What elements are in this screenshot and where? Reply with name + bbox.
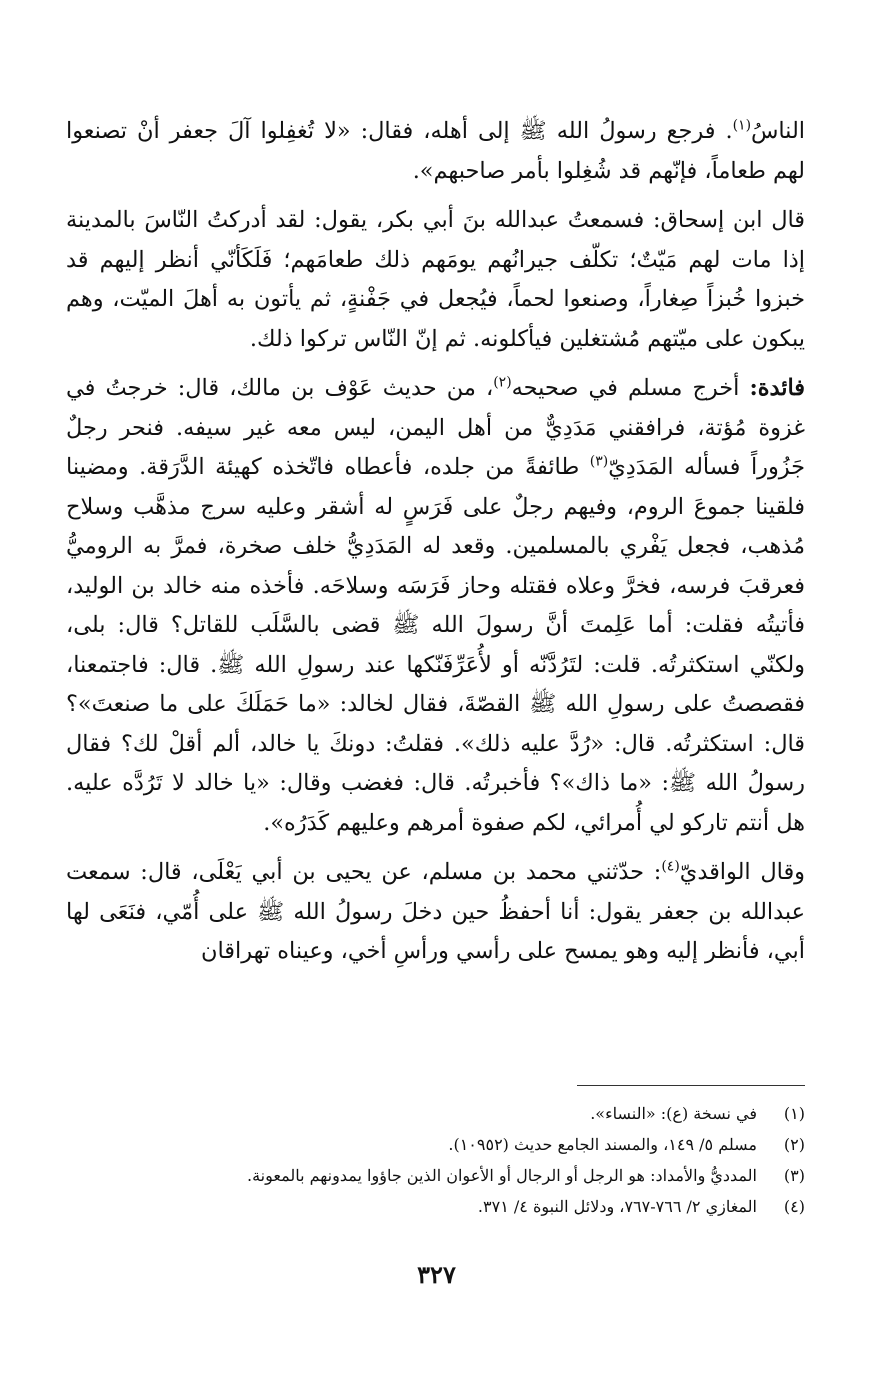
text-segment: الناسُ bbox=[751, 118, 805, 144]
footnote-ref: (٢) bbox=[493, 374, 512, 391]
footnote-ref: (١) bbox=[732, 117, 752, 134]
text-segment: أخرج مسلم في صحيحه bbox=[511, 375, 750, 401]
footnote bbox=[66, 1160, 805, 1191]
footnote-number: (٢) bbox=[783, 1135, 805, 1154]
footnote-text: مسلم ٥/ ١٤٩، والمسند الجامع حديث (١٠٩٥٢). bbox=[448, 1135, 757, 1154]
footnotes bbox=[66, 1098, 805, 1222]
footnote-text: المدديُّ والأمداد: هو الرجل أو الرجال أو الأعوان الذين جاؤوا يمدونهم بالمعونة. bbox=[247, 1166, 757, 1185]
text-segment: وقال الواقديّ bbox=[679, 859, 805, 885]
footnote-text: المغازي ٢/ ٧٦٦-٧٦٧، ودلائل النبوة ٤/ ٣٧١. bbox=[477, 1197, 757, 1216]
footnote-ref: (٣) bbox=[589, 453, 609, 470]
page-number: ٣٢٧ bbox=[417, 1260, 456, 1289]
paragraph bbox=[66, 112, 805, 191]
footnote-divider bbox=[577, 1085, 805, 1086]
paragraph bbox=[66, 369, 805, 843]
footnote-number: (٣) bbox=[783, 1166, 805, 1185]
paragraph bbox=[66, 201, 805, 359]
footnote-ref: (٤) bbox=[661, 858, 680, 875]
footnote-number: (٤) bbox=[783, 1197, 805, 1216]
footnote bbox=[66, 1098, 805, 1129]
footnote bbox=[66, 1129, 805, 1160]
footnote-number: (١) bbox=[783, 1104, 805, 1123]
footnote-text: في نسخة (ع): «النساء». bbox=[590, 1104, 757, 1123]
footnote bbox=[66, 1191, 805, 1222]
main-text bbox=[66, 112, 805, 972]
text-segment: طائفةً من جلده، فأعطاه فاتّخذه كهيئة الدَّرَقة. ومضينا فلقينا جموعَ الروم، وفيهم رجلٌ على فَرَسٍ له أشقر وعليه سرج مذهَّب وسلاح مُذهب، فجعل يَفْري بالمسلمين. وقعد له المَدَدِيُّ خلف صخرة، فمرَّ به الروميُّ فعرقبَ فرسه، فخرَّ وعلاه فقتله وحاز فَرَسَه وسلاحَه. فأخذه منه خالد بن الوليد، فأتيتُه فقلت: أما عَلِمتَ أنَّ رسولَ الله ﷺ قضى بالسَّلَب للقاتل؟ قال: بلى، ولكنّي استكثرتُه. قلت: لتَرُدَّنّه أو لأُعَرِّفَنّكها عند رسولِ الله ﷺ. قال: فاجتمعنا، فقصصتُ على رسولِ الله ﷺ القصّةَ، فقال لخالد: «ما حَمَلَكَ على ما صنعتَ»؟ قال: استكثرتُه. قال: «رُدَّ عليه ذلك». فقلتُ: دونكَ يا خالد، ألم أقلْ لك؟ فقال رسولُ الله ﷺ: «ما ذاك»؟ فأخبرتُه. قال: فغضب وقال: «يا خالد لا تَرُدَّه عليه. هل أنتم تاركو لي أُمرائي، لكم صفوة أمرهم وعليهم كَدَرُه». bbox=[66, 454, 805, 836]
paragraph-label: فائدة: bbox=[749, 375, 806, 401]
text-segment: : حدّثني محمد بن مسلم، عن يحيى بن أبي يَعْلَى، قال: سمعت عبدالله بن جعفر يقول: أنا أحفظُ حين دخلَ رسولُ الله ﷺ على أُمّي، فنَعَى لها أبي، فأنظر إليه وهو يمسح على رأسي ورأسِ أخي، وعيناه تهراقان bbox=[66, 859, 805, 964]
paragraph bbox=[66, 853, 805, 972]
text-segment: . فرجع رسولُ الله ﷺ إلى أهله، فقال: «لا تُغفِلوا آلَ جعفر أنْ تصنعوا لهم طعاماً، فإنّهم قد شُغِلوا بأمر صاحبهم». bbox=[66, 118, 805, 184]
text-segment: ، من حديث عَوْف بن مالك، قال: خرجتُ في غزوة مُؤتة، فرافقني مَدَدِيٌّ من أهل اليمن، ليس معه غير سيفه. فنحر رجلٌ جَزُوراً فسأله المَدَدِيّ bbox=[66, 375, 805, 480]
text-segment: قال ابن إسحاق: فسمعتُ عبدالله بنَ أبي بكر، يقول: لقد أدركتُ النّاسَ بالمدينة إذا مات لهم مَيّتٌ؛ تكلّف جيرانُهم يومَهم ذلك طعامَهم؛ فَلَكَأنّي أنظر إليهم قد خبزوا خُبزاً صِغاراً، وصنعوا لحماً، فيُجعل في جَفْنةٍ، ثم يأتون به أهلَ الميّت، وهم يبكون على ميّتهم مُشتغلين فيأكلونه. ثم إنّ النّاس تركوا ذلك. bbox=[66, 207, 805, 352]
